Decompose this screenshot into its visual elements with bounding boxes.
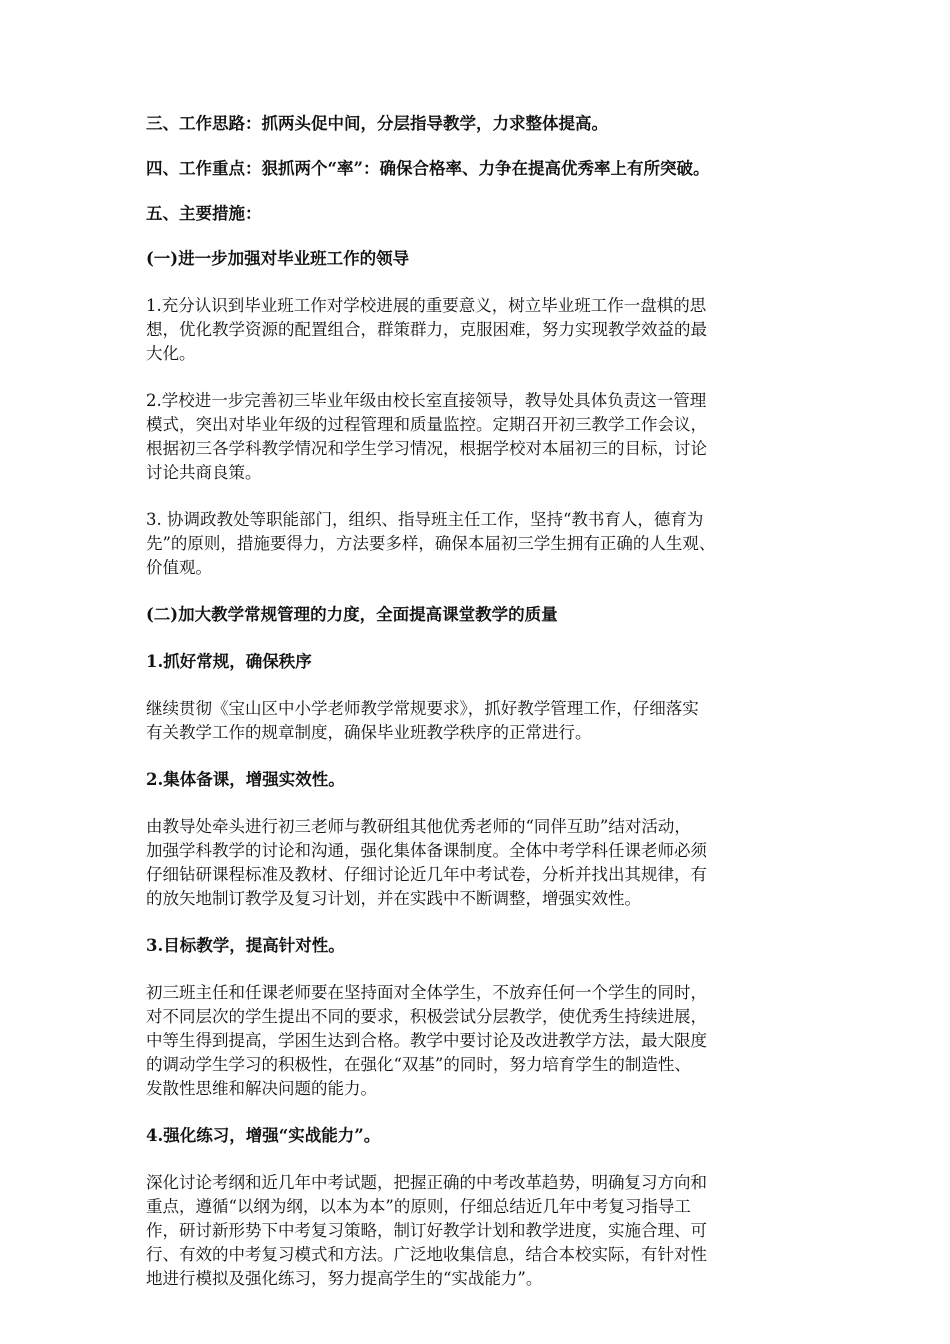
paragraph-line: 根据初三各学科教学情况和学生学习情况，根据学校对本届初三的目标，讨论 (146, 439, 707, 458)
paragraph-line: 继续贯彻《宝山区中小学老师教学常规要求》，抓好教学管理工作，仔细落实 (146, 699, 699, 718)
paragraph-7 (146, 1171, 810, 1291)
paragraph-4 (146, 697, 810, 745)
paragraph-line: 模式，突出对毕业年级的过程管理和质量监控。定期召开初三教学工作会议， (146, 415, 707, 434)
paragraph-1 (146, 294, 810, 366)
paragraph-line: 中等生得到提高，学困生达到合格。教学中要讨论及改进教学方法，最大限度 (146, 1031, 707, 1050)
paragraph-line: 地进行模拟及强化练习，努力提高学生的“实战能力”。 (146, 1269, 543, 1288)
paragraph-line: 大化。 (146, 344, 196, 363)
paragraph-line: 想，优化教学资源的配置组合，群策群力，克服困难，努力实现教学效益的最 (146, 320, 707, 339)
paragraph-line: 先”的原则，措施要得力，方法要多样，确保本届初三学生拥有正确的人生观、 (146, 534, 716, 553)
paragraph-5 (146, 815, 810, 911)
paragraph-line: 对不同层次的学生提出不同的要求，积极尝试分层教学，使优秀生持续进展， (146, 1007, 707, 1026)
paragraph-line: 作，研讨新形势下中考复习策略，制订好教学计划和教学进度，实施合理、可 (146, 1221, 707, 1240)
paragraph-line: 的放矢地制订教学及复习计划，并在实践中不断调整，增强实效性。 (146, 889, 641, 908)
subheading-1: 1.抓好常规，确保秩序 (146, 652, 312, 671)
paragraph-line: 3. 协调政教处等职能部门，组织、指导班主任工作，坚持“教书育人，德育为 (146, 510, 704, 529)
paragraph-3 (146, 508, 810, 580)
paragraph-line: 1.充分认识到毕业班工作对学校进展的重要意义，树立毕业班工作一盘棋的思 (146, 296, 707, 315)
paragraph-line: 发散性思维和解决问题的能力。 (146, 1079, 377, 1098)
paragraph-line: 由教导处牵头进行初三老师与教研组其他优秀老师的“同伴互助”结对活动， (146, 817, 691, 836)
section-heading-2: (二)加大教学常规管理的力度，全面提高课堂教学的质量 (146, 605, 558, 624)
subheading-3: 3.目标教学，提高针对性。 (146, 936, 345, 955)
heading-main-measures: 五、主要措施： (146, 204, 262, 223)
paragraph-line: 加强学科教学的讨论和沟通，强化集体备课制度。全体中考学科任课老师必须 (146, 841, 707, 860)
paragraph-line: 价值观。 (146, 558, 212, 577)
heading-work-approach: 三、工作思路：抓两头促中间，分层指导教学，力求整体提高。 (146, 114, 608, 133)
section-heading-1: (一)进一步加强对毕业班工作的领导 (146, 249, 410, 268)
paragraph-line: 行、有效的中考复习模式和方法。广泛地收集信息，结合本校实际，有针对性 (146, 1245, 707, 1264)
subheading-4: 4.强化练习，增强“实战能力”。 (146, 1126, 381, 1145)
paragraph-line: 深化讨论考纲和近几年中考试题，把握正确的中考改革趋势，明确复习方向和 (146, 1173, 707, 1192)
paragraph-line: 讨论共商良策。 (146, 463, 262, 482)
paragraph-line: 2.学校进一步完善初三毕业年级由校长室直接领导，教导处具体负责这一管理 (146, 391, 707, 410)
paragraph-line: 的调动学生学习的积极性，在强化“双基”的同时，努力培育学生的制造性、 (146, 1055, 691, 1074)
paragraph-line: 有关教学工作的规章制度，确保毕业班教学秩序的正常进行。 (146, 723, 592, 742)
document-page (146, 112, 810, 1291)
heading-work-focus: 四、工作重点：狠抓两个“率”：确保合格率、力争在提高优秀率上有所突破。 (146, 159, 710, 178)
paragraph-line: 重点，遵循“以纲为纲，以本为本”的原则，仔细总结近几年中考复习指导工 (146, 1197, 691, 1216)
paragraph-2 (146, 389, 810, 485)
paragraph-line: 初三班主任和任课老师要在坚持面对全体学生，不放弃任何一个学生的同时， (146, 983, 707, 1002)
subheading-2: 2.集体备课，增强实效性。 (146, 770, 345, 789)
paragraph-6 (146, 981, 810, 1101)
paragraph-line: 仔细钻研课程标准及教材、仔细讨论近几年中考试卷，分析并找出其规律，有 (146, 865, 707, 884)
